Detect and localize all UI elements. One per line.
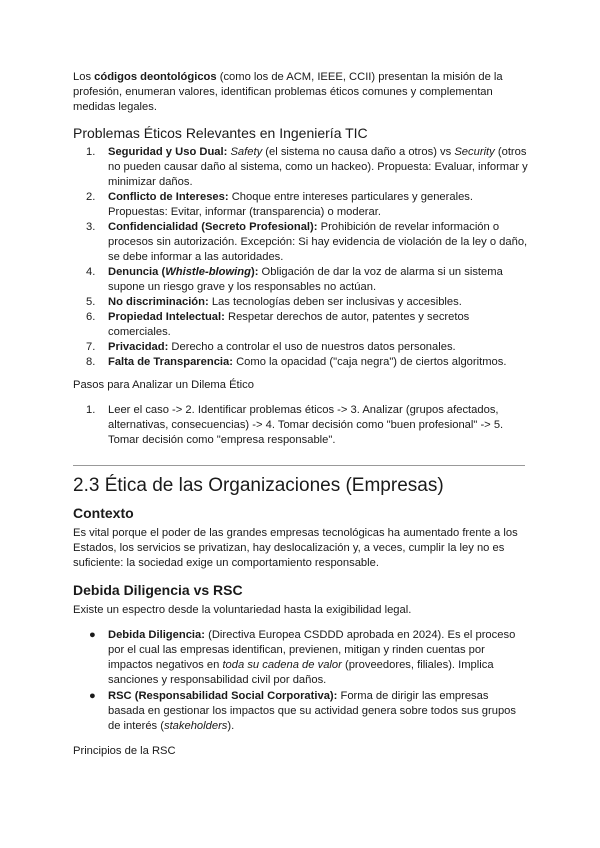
document-content [73, 70, 528, 759]
intro-paragraph [73, 70, 528, 115]
problem-item-1: 1. Seguridad y Uso Dual: Safety (el sistema no causa daño a otros) vs Security (otros no pueden causar daño al sistema, como un hackeo). Propuesta: Evaluar, informar y minimizar daños. [86, 146, 528, 188]
bullet-item-rsc: ● RSC (Responsabilidad Social Corporativa): Forma de dirigir las empresas basada en gestionar los impactos que su actividad genera sobre todos sus grupos de interés (stakeholders). [89, 690, 516, 732]
problem-item-5: 5. No discriminación: Las tecnologías deben ser inclusivas y accesibles. [86, 296, 462, 308]
problems-heading: Problemas Éticos Relevantes en Ingeniería TIC [73, 125, 368, 141]
spectrum-paragraph: Existe un espectro desde la voluntariedad hasta la exigibilidad legal. [73, 604, 412, 616]
steps-list [73, 403, 528, 448]
intro-bold: códigos deontológicos [94, 71, 217, 83]
problem-item-7: 7. Privacidad: Derecho a controlar el uso de nuestros datos personales. [86, 341, 456, 353]
problem-item-3: 3. Confidencialidad (Secreto Profesional): Prohibición de revelar información o procesos sin autorización. Excepción: Si hay evidencia de violación de la ley o daño, se debe informar a las autoridades. [86, 221, 528, 263]
context-heading: Contexto [73, 505, 134, 521]
context-paragraph: Es vital porque el poder de las grandes empresas tecnológicas ha aumentado frente a los Estados, los servicios se privatizan, hay deslocalización y, a veces, cumplir la ley no es suficiente: la sociedad exige un comportamiento responsable. [73, 527, 518, 569]
problem-item-4: 4. Denuncia (Whistle-blowing): Obligación de dar la voz de alarma si un sistema supone un riesgo grave y los responsables no actúan. [86, 266, 503, 293]
intro-prefix: Los [73, 71, 95, 83]
problem-item-2: 2. Conflicto de Intereses: Choque entre intereses particulares y generales. Propuestas: Evitar, informar (transparencia) o moderar. [86, 191, 474, 218]
step-item-1: 1. Leer el caso -> 2. Identificar problemas éticos -> 3. Analizar (grupos afectados, alternativas, consecuencias) -> 4. Tomar decisión como "buen profesional" -> 5. Tomar decisión como "empresa responsable". [86, 404, 504, 446]
rsc-principles-label: Principios de la RSC [73, 745, 176, 757]
steps-label: Pasos para Analizar un Dilema Ético [73, 379, 254, 391]
problem-item-6: 6. Propiedad Intelectual: Respetar derechos de autor, patentes y secretos comerciales. [86, 311, 470, 338]
problems-list [73, 145, 528, 370]
intro-suffix: (como los de ACM, IEEE, CCII) presentan la misión de la profesión, enumeran valores, identifican problemas éticos comunes y complementan medidas legales. [73, 71, 503, 113]
dd-rsc-heading: Debida Diligencia vs RSC [73, 582, 243, 598]
bullet-item-debida-diligencia: ● Debida Diligencia: (Directiva Europea CSDDD aprobada en 2024). Es el proceso por el cual las empresas identifican, previenen, mitigan y rinden cuentas por impactos negativos en toda su cadena de valor (proveedores, filiales). Implica sanciones y responsabilidad civil por daños. [89, 629, 516, 686]
section-divider [73, 465, 525, 466]
section-heading: 2.3 Ética de las Organizaciones (Empresas) [73, 475, 444, 496]
problem-item-8: 8. Falta de Transparencia: Como la opacidad ("caja negra") de ciertos algoritmos. [86, 356, 507, 368]
dd-bullet-list [73, 628, 528, 734]
